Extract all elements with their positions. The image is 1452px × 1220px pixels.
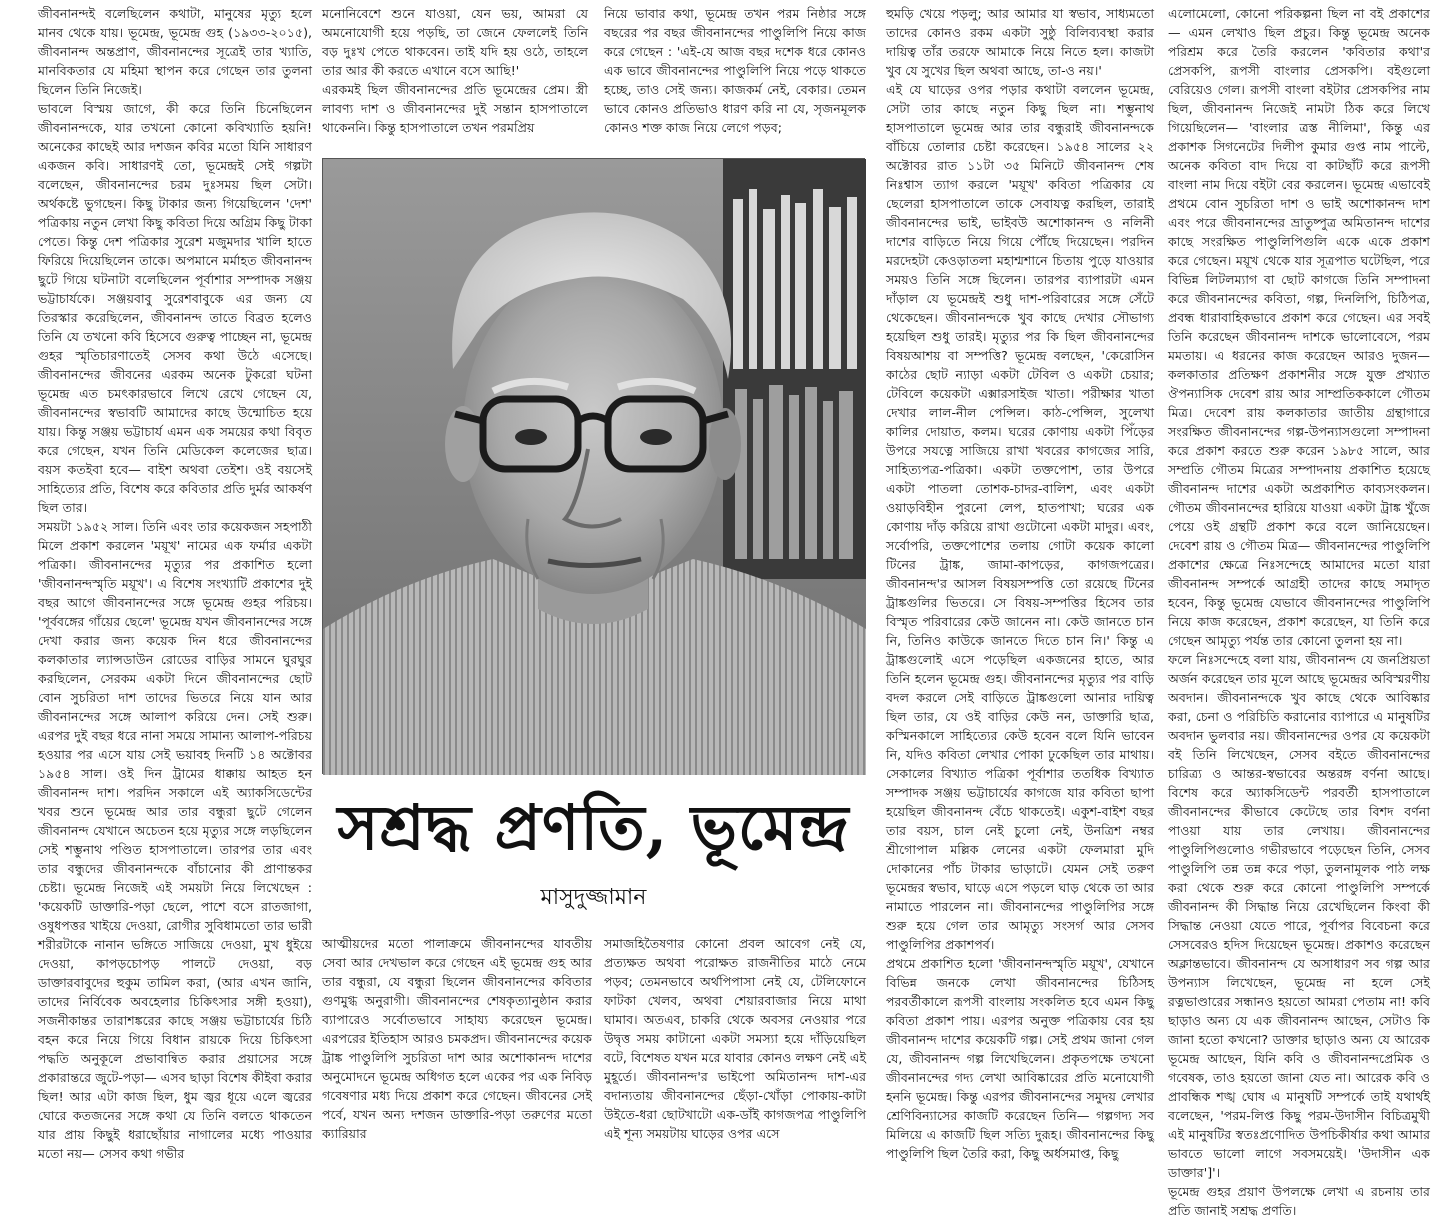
paragraph: ভূমেন্দ্র গুহর প্রয়াণ উপলক্ষে লেখা এ রচনায় তার প্রতি জানাই সশ্রদ্ধ প্রণতি। bbox=[1168, 1184, 1430, 1218]
article-column-3-top bbox=[604, 4, 866, 154]
paragraph: হুমড়ি খেয়ে পড়লু; আর আমার যা স্বভাব, সাধ্যমতো তাদের কোনও রকম একটা সুষ্ঠু বিলিব্যবস্থা করার দায়িত্ব তাঁর তরফে আমাকে নিয়ে নিতে হল। কাজটা খুব যে সুখের ছিল অথবা আছে, তা-ও নয়।' bbox=[886, 6, 1154, 78]
paragraph: নিয়ে ভাবার কথা, ভূমেন্দ্র তখন পরম নিষ্ঠার সঙ্গে বছরের পর বছর জীবনানন্দের পাণ্ডুলিপি নিয়ে কাজ করে গেছেন : 'এই-যে আজ বছর দশেক ধরে কোনও এক ভাবে জীবনানন্দের পাণ্ডুলিপি নিয়ে পড়ে থাকতে হচ্ছে, তাও সেই জন্য। কাজকর্ম নেই, বেকার। তেমন ভাবে কোনও প্রতিভাও ধারণ করি না যে, সৃজনমূলক কোনও শক্ত কাজ নিয়ে লেগে পড়ব; bbox=[604, 6, 866, 135]
paragraph: ভাবলে বিস্ময় জাগে, কী করে তিনি চিনেছিলেন জীবনানন্দকে, যার তখনো কোনো কবিখ্যাতি হয়নি! অনেকের কাছেই আর দশজন কবির মতো যিনি সাধারণ একজন কবি। সাধারণই তো, ভূমেন্দ্রই সেই গল্পটা বলেছেন, জীবনানন্দের চরম দুঃসময় ছিল সেটা। অর্থকষ্টে ভুগছেন। কিছু টাকার জন্য গিয়েছিলেন 'দেশ' পত্রিকায় নতুন লেখা কিছু কবিতা দিয়ে অগ্রিম কিছু টাকা পেতে। কিন্তু দেশ পত্রিকার সুরেশ মজুমদার খালি হাতে ফিরিয়ে দিয়েছিলেন তাকে। অপমানে মর্মাহত জীবনানন্দ ছুটে গিয়ে ঘটনাটা বলেছিলেন পূর্বাশার সম্পাদক সঞ্জয় ভট্টাচার্যকে। সঞ্জয়বাবু সুরেশবাবুকে এর জন্য যে তিরস্কার করেছিলেন, জীবনানন্দ তাতে বিব্রত হলেও তিনি যে তখনো কবি হিসেবে গুরুত্ব পাচ্ছেন না, ভূমেন্দ্র গুহর স্মৃতিচারণাতেই সেসব কথা উঠে এসেছে। জীবনানন্দের জীবনের এরকম অনেক টুকরো ঘটনা ভূমেন্দ্র এত চমৎকারভাবে লিখে রেখে গেছেন যে, জীবনানন্দের স্বভাবটি আমাদের কাছে উন্মোচিত হয়ে যায়। কিন্তু সঞ্জয় ভট্টাচার্য এমন এক সময়ের কথা বিবৃত করে গেছেন, যখন তিনি মেডিকেল কলেজের ছাত্র। বয়স কতইবা হবে— বাইশ অথবা তেইশ। ওই বয়সেই সাহিত্যের প্রতি, বিশেষ করে কবিতার প্রতি দুর্মর আকর্ষণ ছিল তার। bbox=[38, 101, 312, 515]
headline: সশ্রদ্ধ প্রণতি, ভূমেন্দ্র bbox=[337, 791, 850, 864]
portrait-photo bbox=[322, 158, 865, 774]
paragraph: ফলে নিঃসন্দেহে বলা যায়, জীবনানন্দ যে জনপ্রিয়তা অর্জন করেছেন তার মূলে আছে ভূমেন্দ্রর অবিস্মরণীয় অবদান। জীবনানন্দকে খুব কাছে থেকে আবিষ্কার করা, চেনা ও পরিচিতি করানোর ব্যাপারে এ মানুষটির অবদান ভুলবার নয়। জীবনানন্দের ওপর যে কয়েকটা বই তিনি লিখেছেন, সেসব বইতে জীবনানন্দের চারিত্র্য ও আন্তর-স্বভাবের অন্তরঙ্গ বর্ণনা আছে। বিশেষ করে অ্যাকসিডেন্ট পরবর্তী হাসপাতালে জীবনানন্দের কীভাবে কেটেছে তার বিশদ বর্ণনা পাওয়া যায় তার লেখায়। জীবনানন্দের পাণ্ডুলিপিগুলোও গভীরভাবে পড়েছেন তিনি, সেসব পাণ্ডুলিপি তন্ন তন্ন করে পড়া, তুলনামূলক পাঠ লক্ষ করা থেকে শুরু করে কোনো পাণ্ডুলিপি সম্পর্কে জীবনানন্দ কী সিদ্ধান্ত নিয়ে রেখেছিলেন কিংবা কী সিদ্ধান্ত নেওয়া যেতে পারে, পূর্বাপর বিবেচনা করে সেসবেরও হদিস দিয়েছেন ভূমেন্দ্র। প্রকাশও করেছেন অক্লান্তভাবে। জীবনানন্দ যে অসাধারণ সব গল্প আর উপন্যাস লিখেছেন, ভূমেন্দ্র না হলে সেই রত্নভাণ্ডারের সন্ধানও হয়তো আমরা পেতাম না! কবি ছাড়াও অন্য যে এক জীবনানন্দ আছেন, সেটাও কি জানা হতো কখনো? ডাক্তার ছাড়াও অন্য যে আরেক ভূমেন্দ্র আছেন, যিনি কবি ও জীবনানন্দপ্রেমিক ও গবেষক, তাও হয়তো জানা যেত না। আরেক কবি ও প্রাবন্ধিক শঙ্খ ঘোষ এ মানুষটি সম্পর্কে তাই যথার্থই বলেছেন, 'পরম-লিপ্ত কিছু পরম-উদাসীন বিচিত্রমুখী এই মানুষটির স্বতঃপ্রণোদিত উপচিকীর্ষার কথা আমার ভাবতে ভালো লাগে সবসময়েই। 'উদাসীন এক ডাক্তার']'। bbox=[1168, 652, 1430, 1180]
paragraph: এরকমই ছিল জীবনানন্দের প্রতি ভূমেন্দ্রের প্রেম। স্ত্রী লাবণ্য দাশ ও জীবনানন্দের দুই সন্তান হাসপাতালে থাকেননি। কিন্তু হাসপাতালে তখন পরমপ্রিয় bbox=[322, 82, 588, 135]
article-column-2-top bbox=[322, 4, 588, 154]
paragraph: সমাজহিতৈষণার কোনো প্রবল আবেগ নেই যে, প্রত্যক্ষত অথবা পরোক্ষত রাজনীতির মাঠে নেমে পড়ব; তেমনভাবে অর্থপিপাসা নেই যে, টেলিফোনে ফাটকা খেলব, অথবা শেয়ারবাজার নিয়ে মাথা ঘামাব। অতএব, চাকরি থেকে অবসর নেওয়ার পরে উদ্বৃত্ত সময় কাটানো একটা সমস্যা হয়ে দাঁড়িয়েছিল বটে, বিশেষত যখন মরে যাবার কোনও লক্ষণ নেই এই মুহূর্তে। জীবনানন্দ'র ভাইপো অমিতানন্দ দাশ-এর বদান্যতায় জীবনানন্দের ছেঁড়া-খোঁড়া পোকায়-কাটা উইতে-ধরা ছোটখাটো এক-ডাঁই কাগজপত্র পাণ্ডুলিপি এই শূন্য সময়টায় ঘাড়ের ওপর এসে bbox=[604, 936, 866, 1141]
paragraph: এলোমেলো, কোনো পরিকল্পনা ছিল না বই প্রকাশের— এমন লেখাও ছিল প্রচুর। কিন্তু ভূমেন্দ্র অনেক পরিশ্রম করে তৈরি করলেন 'কবিতার কথা'র প্রেসকপি, রূপসী বাংলার প্রেসকপি। বইগুলো বেরিয়েও গেল। রূপসী বাংলা বইটার প্রেসকপির নাম ছিল, জীবনানন্দ নিজেই নামটা ঠিক করে লিখে গিয়েছিলেন— 'বাংলার ত্রস্ত নীলিমা', কিন্তু এর প্রকাশক সিগনেটের দিলীপ কুমার গুপ্ত নাম পাল্টে, অনেক কবিতা বাদ দিয়ে বা কাটছাঁট করে রূপসী বাংলা নাম দিয়ে বইটা বের করলেন। ভূমেন্দ্র এভাবেই প্রথমে বোন সুচরিতা দাশ ও ভাই অশোকানন্দ দাশ এবং পরে জীবনানন্দের ভ্রাতুষ্পুত্র অমিতানন্দ দাশের কাছে সংরক্ষিত পাণ্ডুলিপিগুলি একে একে প্রকাশ করে গেছেন। ময়ূখ থেকে যার সূত্রপাত ঘটেছিল, পরে বিভিন্ন লিটলম্যাগ বা ছোট কাগজে তিনি সম্পাদনা করে জীবনানন্দের কবিতা, গল্প, দিনলিপি, চিঠিপত্র, প্রবন্ধ ধারাবাহিকভাবে প্রকাশ করে গেছেন। এর সবই তিনি করেছেন জীবনানন্দ দাশকে ভালোবেসে, পরম মমতায়। এ ধরনের কাজ করেছেন আরও দুজন— কলকাতার প্রতিক্ষণ প্রকাশনীর সঙ্গে যুক্ত প্রখ্যাত ঔপন্যাসিক দেবেশ রায় আর সাম্প্রতিককালে গৌতম মিত্র। দেবেশ রায় কলকাতার জাতীয় গ্রন্থাগারে সংরক্ষিত জীবনানন্দের গল্প-উপন্যাসগুলো সম্পাদনা করে প্রকাশ করতে শুরু করেন ১৯৮৫ সালে, আর সম্প্রতি গৌতম মিত্রের সম্পাদনায় প্রকাশিত হয়েছে জীবনানন্দ দাশের একটা অপ্রকাশিত কাব্যসংকলন। গৌতম জীবনানন্দের হারিয়ে যাওয়া একটা ট্রাঙ্ক খুঁজে পেয়ে ওই গ্রন্থটি প্রকাশ করে বলে জানিয়েছেন। দেবেশ রায় ও গৌতম মিত্র— জীবনানন্দের পাণ্ডুলিপি প্রকাশের ক্ষেত্রে নিঃসন্দেহে আমাদের মতো যারা জীবনানন্দ সম্পর্কে আগ্রহী তাদের কাছে সমাদৃত হবেন, কিন্তু ভূমেন্দ্র যেভাবে জীবনানন্দের পাণ্ডুলিপি নিয়ে কাজ করেছেন, প্রকাশ করেছেন, যা তিনি করে গেছেন আমৃত্যু পর্যন্ত তার কোনো তুলনা হয় না। bbox=[1168, 6, 1430, 648]
byline: মাসুদুজ্জামান bbox=[540, 885, 647, 910]
paragraph: সময়টা ১৯৫২ সাল। তিনি এবং তার কয়েকজন সহপাঠী মিলে প্রকাশ করলেন 'ময়ূখ' নামের এক ফর্মার একটা পত্রিকা। জীবনানন্দের মৃত্যুর পর প্রকাশিত হলো 'জীবনানন্দস্মৃতি ময়ূখ'। এ বিশেষ সংখ্যাটি প্রকাশের দুই বছর আগে জীবনানন্দের সঙ্গে ভূমেন্দ্র গুহর পরিচয়। 'পূর্ববঙ্গের গাঁয়ের ছেলে' ভূমেন্দ্র যখন জীবনানন্দের সঙ্গে দেখা করার জন্য কয়েক দিন ধরে জীবনানন্দের কলকাতার ল্যান্সডাউন রোডের বাড়ির সামনে ঘুরঘুর করছিলেন, সেরকম একটা দিনে জীবনানন্দের ছোট বোন সুচরিতা দাশ তাদের ভিতরে নিয়ে যান আর জীবনানন্দের সঙ্গে আলাপ করিয়ে দেন। সেই শুরু। এরপর দুই বছর ধরে নানা সময়ে সামান্য আলাপ-পরিচয় হওয়ার পর এসে যায় সেই ভয়াবহ দিনটি ১৪ অক্টোবর ১৯৫৪ সাল। ওই দিন ট্রামের ধাক্কায় আহত হন জীবনানন্দ দাশ। পরদিন সকালে এই অ্যাকসিডেন্টের খবর শুনে ভূমেন্দ্র আর তার বন্ধুরা ছুটে গেলেন জীবনানন্দ যেখানে অচেতন হয়ে মৃত্যুর সঙ্গে লড়ছিলেন সেই শম্ভুনাথ পণ্ডিত হাসপাতালে। তারপর তার এবং তার বন্ধুদের জীবনানন্দকে বাঁচানোর কী প্রাণান্তকর চেষ্টা। ভূমেন্দ্র নিজেই এই সময়টা নিয়ে লিখেছেন : 'কয়েকটি ডাক্তারি-পড়া ছেলে, পাশে বসে রাতজাগা, ওষুধপত্তর খাইয়ে দেওয়া, রোগীর সুবিধামতো তার ভারী শরীরটাকে নানান ভঙ্গিতে সাজিয়ে দেওয়া, মুখ ধুইয়ে দেওয়া, কাপড়চোপড় পালটে দেওয়া, বড় ডাক্তারবাবুদের হুকুম তামিল করা, (আর এখন জানি, তাদের নির্বিবেক অবহেলার চিকিৎসার সঙ্গী হওয়া), সজনীকান্তর তারাশঙ্করের কাছে সঞ্জয় ভট্টাচার্যের চিঠি বহন করে নিয়ে গিয়ে বিধান রায়কে দিয়ে চিকিৎসা পদ্ধতি অনুকূলে প্রভাবান্বিত করার প্রয়াসের সঙ্গে প্রকারান্তরে জুটে-পড়া— এসব ছাড়া বিশেষ কীইবা করার ছিল! আর এটা কাজ ছিল, ধুম জ্বর ধূয়ে এলে জ্বরের ঘোরে কতজনের সঙ্গে কথা যে তিনি বলতে থাকতেন যার প্রায় কিছুই ধরাছোঁয়ার নাগালের মধ্যে পাওয়ার মতো নয়— সেসব কথা গভীর bbox=[38, 519, 312, 1161]
paragraph: জীবনানন্দই বলেছিলেন কথাটা, মানুষের মৃত্যু হলে মানব থেকে যায়। ভূমেন্দ্র, ভূমেন্দ্র গুহ (১৯৩৩-২০১৫), জীবনানন্দ অন্তপ্রাণ, জীবনানন্দের সূত্রেই তার খ্যাতি, মানবিকতার যে মহিমা স্থাপন করে গেছেন তার তুলনা ছিলেন তিনি নিজেই। bbox=[38, 6, 312, 97]
paragraph: মনোনিবেশে শুনে যাওয়া, যেন ভয়, আমরা যে অমনোযোগী হয়ে পড়ছি, তা জেনে ফেললেই তিনি বড় দুঃখ পেতে থাকবেন। তাই যদি হয় ওঠে, তাহলে তার আর কী করতে এখানে বসে আছি!' bbox=[322, 6, 588, 78]
article-column-5 bbox=[1168, 4, 1430, 1218]
article-column-2-bottom bbox=[322, 934, 592, 1141]
article-column-1 bbox=[38, 4, 312, 1161]
article-column-4 bbox=[886, 4, 1154, 1161]
paragraph: এই যে ঘাড়ের ওপর পড়ার কথাটা বললেন ভূমেন্দ্র, সেটা তার কাছে নতুন কিছু ছিল না। শম্ভুনাথ হাসপাতালে ভূমেন্দ্র আর তার বন্ধুরাই জীবনানন্দকে বাঁচিয়ে তোলার চেষ্টা করেছেন। ১৯৫৪ সালের ২২ অক্টোবর রাত ১১টা ৩৫ মিনিটে জীবনানন্দ শেষ নিঃশ্বাস ত্যাগ করলে 'ময়ূখ' কবিতা পত্রিকার যে ছেলেরা হাসপাতালে তাকে সেবাযত্ন করছিল, তারাই জীবনানন্দের ভাই, ভাইবউ অশোকানন্দ ও নলিনী দাশের বাড়িতে নিয়ে গিয়ে পৌঁছে দিয়েছেন। পরদিন মরদেহটা কেওড়াতলা মহাশ্মশানে চিতায় পুড়ে যাওয়ার সময়ও তিনি সঙ্গে ছিলেন। তারপর ব্যাপারটা এমন দাঁড়াল যে ভূমেন্দ্রই শুধু দাশ-পরিবারের সঙ্গে সেঁটে থেকেছেন। জীবনানন্দকে খুব কাছে দেখার সৌভাগ্য হয়েছিল শুধু তারই। মৃত্যুর পর কি ছিল জীবনানন্দের বিষয়আশয় বা সম্পত্তি? ভূমেন্দ্র বলছেন, 'কেরোসিন কাঠের ছোট ন্যাড়া একটা টেবিল ও একটা চেয়ার; টেবিলে কয়েকটা এক্সারসাইজ খাতা। পরীক্ষার খাতা দেখার লাল-নীল পেন্সিল। কাঠ-পেন্সিল, সুলেখা কালির দোয়াত, কলম। ঘরের কোণায় একটা পিঁড়ের উপরে সযত্নে সাজিয়ে রাখা খবরের কাগজের সারি, সাহিত্যপত্র-পত্রিকা। একটা তক্তপোশ, তার উপরে একটা পাতলা তোশক-চাদর-বালিশ, এবং একটা ওয়াড়বিহীন পুরনো লেপ, হাতপাখা; ঘরের এক কোণায় দাঁড় করিয়ে রাখা গুটোনো একটা মাদুর। এবং, সর্বোপরি, তক্তপোশের তলায় গোটা কয়েক কালো টিনের ট্রাঙ্ক, জামা-কাপড়ের, কাগজপত্রের। জীবনানন্দ'র আসল বিষয়সম্পত্তি তো রয়েছে টিনের ট্রাঙ্কগুলির ভিতরে। সে বিষয়-সম্পত্তির হিসেব তার বিস্মৃত পরিবারের কেউ জানেন না। কেউ জানতে চান নি, তিনিও কাউকে জানতে দিতে চান নি।' কিন্তু এ ট্রাঙ্কগুলোই এসে পড়েছিল একজনের হাতে, আর তিনি হলেন ভূমেন্দ্র গুহ। জীবনানন্দের মৃত্যুর পর বাড়ি বদল করলে সেই বাড়িতে ট্রাঙ্কগুলো আনার দায়িত্ব ছিল তার, যে ওই বাড়ির কেউ নন, ডাক্তারি ছাত্র, কস্মিনকালে সাহিত্যের কেউ হবেন বলে যিনি ভাবেন নি, যদিও কবিতা লেখার পোকা ঢুকেছিল তার মাথায়। সেকালের বিখ্যাত পত্রিকা পূর্বাশার ততধিক বিখ্যাত সম্পাদক সঞ্জয় ভট্টাচার্যের কাগজে যার কবিতা ছাপা হয়েছিল জীবনানন্দ বেঁচে থাকতেই। একুশ-বাইশ বছর তার বয়স, চাল নেই চুলো নেই, উনত্রিশ নম্বর শ্রীগোপাল মল্লিক লেনের একটা ফেলমারা মুদি দোকানের পাঁচ টাকার ভাড়াটে। যেমন সেই তরুণ ভূমেন্দ্রর স্বভাব, ঘাড়ে এসে পড়লে ঘাড় থেকে তা আর নামাতে পারলেন না। জীবনানন্দের পাণ্ডুলিপির সঙ্গে শুরু হয়ে গেল তার আমৃত্যু সংসর্গ আর সেসব পাণ্ডুলিপির প্রকাশপর্ব। bbox=[886, 82, 1154, 952]
portrait-icon bbox=[323, 159, 866, 775]
paragraph: প্রথমে প্রকাশিত হলো 'জীবনানন্দস্মৃতি ময়ূখ', যেখানে বিভিন্ন জনকে লেখা জীবনানন্দের চিঠিসহ পরবর্তীকালে রূপসী বাংলায় সংকলিত হবে এমন কিছু কবিতা প্রকাশ পায়। এরপর অনুক্ত পত্রিকায় বের হয় জীবনানন্দ দাশের কয়েকটি গল্প। সেই প্রথম জানা গেল যে, জীবনানন্দ গল্প লিখেছিলেন। প্রকৃতপক্ষে তখনো জীবনানন্দের গদ্য লেখা আবিষ্কারের প্রতি মনোযোগী হননি ভূমেন্দ্র। কিন্তু এরপর জীবনানন্দের সমুদয় লেখার শ্রেণিবিন্যাসের কাজটি করেছেন তিনি— গল্পগদ্য সব মিলিয়ে এ কাজটি ছিল সত্যি দুরূহ। জীবনানন্দের কিছু পাণ্ডুলিপি ছিল তৈরি করা, কিছু অর্ধসমাপ্ত, কিছু bbox=[886, 956, 1154, 1161]
paragraph: আত্মীয়দের মতো পালাক্রমে জীবনানন্দের যাবতীয় সেবা আর দেখভাল করে গেছেন এই ভূমেন্দ্র গুহ আর তার বন্ধুরা, যে বন্ধুরা ছিলেন জীবনানন্দের কবিতার গুণমুগ্ধ অনুরাগী। জীবনানন্দের শেষকৃত্যানুষ্ঠান করার ব্যাপারেও সর্বোতভাবে সাহায্য করেছেন ভূমেন্দ্র। এরপরের ইতিহাস আরও চমকপ্রদ। জীবনানন্দের কয়েক ট্রাঙ্ক পাণ্ডুলিপি সুচরিতা দাশ আর অশোকানন্দ দাশের অনুমোদনে ভূমেন্দ্র অধিগত হলে একের পর এক নিবিড় গবেষণার মধ্য দিয়ে প্রকাশ করে গেছেন। জীবনের সেই পর্বে, যখন অন্য দশজন ডাক্তারি-পড়া তরুণের মতো ক্যারিয়ার bbox=[322, 936, 592, 1141]
article-column-3-bottom bbox=[604, 934, 866, 1141]
